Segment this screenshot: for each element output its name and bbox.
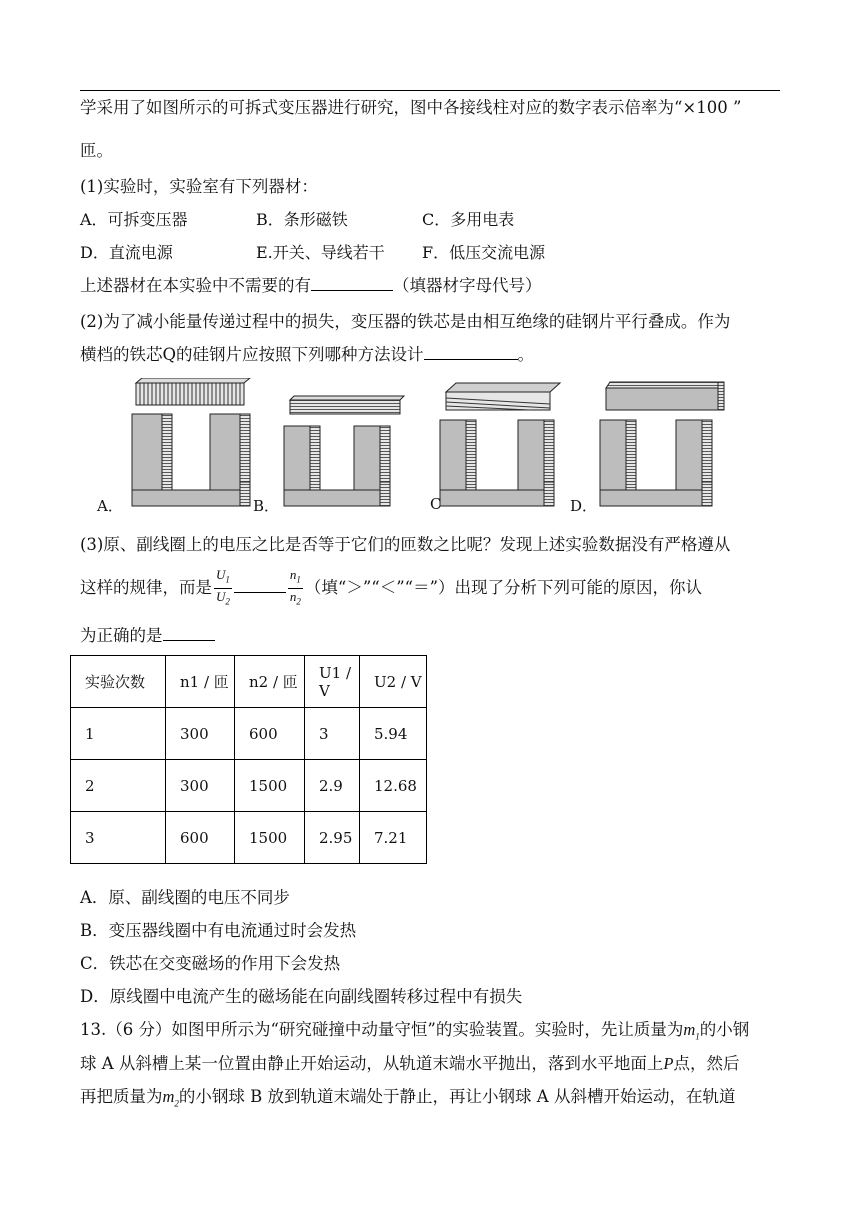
- q3-answer-blank[interactable]: [163, 640, 215, 641]
- figure-label-b: B．: [253, 497, 280, 515]
- table-cell: 300: [166, 760, 235, 812]
- table-cell: 12.68: [360, 760, 427, 812]
- q3-text-c: 为正确的是: [80, 626, 163, 645]
- table-cell: 7.21: [360, 812, 427, 864]
- data-table: [70, 655, 427, 864]
- table-header: U2 / V: [360, 656, 427, 708]
- core-d: [600, 382, 724, 506]
- q13-line-1: [80, 1019, 749, 1047]
- table-cell: 600: [235, 708, 305, 760]
- q3-text-b: （填“＞”“＜”“＝”）出现了分析下列可能的原因，你认: [304, 578, 703, 597]
- table-cell: 2.95: [305, 812, 360, 864]
- intro-line-1: 学采用了如图所示的可拆式变压器进行研究，图中各接线柱对应的数字表示倍率为“×100 ”: [80, 98, 742, 117]
- q1-options-row-2: [80, 242, 545, 264]
- header-rule: [80, 90, 780, 91]
- core-c: [440, 383, 560, 506]
- q13-text: 的小钢球 B 放到轨道末端处于静止，再让小钢球 A 从斜槽开始运动，在轨道: [178, 1087, 736, 1106]
- table-cell: 1500: [235, 812, 305, 864]
- intro-line-2: 匝。: [80, 141, 113, 160]
- q13-text: 再把质量为: [80, 1087, 163, 1106]
- table-header: 实验次数: [71, 656, 166, 708]
- table-cell: 3: [71, 812, 166, 864]
- option-f: F．低压交流电源: [422, 243, 546, 262]
- figure-label-d: D．: [570, 497, 598, 515]
- q2-answer-blank[interactable]: [424, 359, 518, 360]
- symbol-m1: $m_1$: [683, 1020, 700, 1042]
- q3-choice-b: B．变压器线圈中有电流通过时会发热: [80, 921, 357, 940]
- q1-stem: (1)实验时，实验室有下列器材：: [80, 177, 318, 196]
- q1-ask: [80, 275, 542, 297]
- option-b: B．条形磁铁: [256, 210, 348, 229]
- voltage-ratio: $\frac{U_1}{U_2}$: [216, 567, 230, 607]
- table-header: n2 / 匝: [235, 656, 305, 708]
- q3-compare-blank[interactable]: [234, 592, 286, 593]
- q13-text: 13.（6 分）如图甲所示为“研究碰撞中动量守恒”的实验装置。实验时，先让质量为: [80, 1020, 684, 1039]
- q3-choice-c: C．铁芯在交变磁场的作用下会发热: [80, 954, 341, 973]
- table-header: n1 / 匝: [166, 656, 235, 708]
- option-a: A．可拆变压器: [80, 210, 188, 229]
- q1-ask-text: 上述器材在本实验中不需要的有: [80, 276, 311, 295]
- option-d: D．直流电源: [80, 243, 173, 262]
- turns-ratio: $\frac{n_1}{n_2}$: [289, 567, 301, 607]
- table-header: U1 / V: [305, 656, 360, 708]
- table-cell: 5.94: [360, 708, 427, 760]
- table-header-row: [71, 656, 427, 708]
- q1-ask-hint: （填器材字母代号）: [393, 276, 542, 295]
- option-e: E.开关、导线若干: [256, 243, 385, 262]
- figure-label-a: A．: [97, 497, 123, 515]
- table-cell: 1500: [235, 760, 305, 812]
- q1-answer-blank[interactable]: [311, 290, 393, 291]
- table-cell: 300: [166, 708, 235, 760]
- q13-line-2: [80, 1053, 740, 1075]
- q2-period: 。: [517, 345, 535, 364]
- core-b: [284, 396, 404, 506]
- q3-choice-d: D．原线圈中电流产生的磁场能在向副线圈转移过程中有损失: [80, 987, 523, 1006]
- symbol-m2: $m_2$: [162, 1087, 179, 1109]
- q2-line-1: (2)为了减小能量传递过程中的损失，变压器的铁芯是由相互绝缘的硅钢片平行叠成。作为: [80, 312, 731, 331]
- q3-line-2: [80, 566, 702, 610]
- table-cell: 3: [305, 708, 360, 760]
- q1-options-row-1: [80, 209, 514, 231]
- core-a: [132, 378, 250, 506]
- q2-line-2: [80, 344, 534, 366]
- table-cell: 600: [166, 812, 235, 864]
- table-cell: 1: [71, 708, 166, 760]
- table-row: [71, 760, 427, 812]
- q13-line-3: [80, 1086, 735, 1114]
- q3-line-3: [80, 625, 215, 647]
- table-cell: 2.9: [305, 760, 360, 812]
- q3-text-a: 这样的规律，而是: [80, 578, 212, 597]
- table-row: [71, 812, 427, 864]
- option-c: C．多用电表: [422, 210, 515, 229]
- q13-text: 球 A 从斜槽上某一位置由静止开始运动，从轨道末端水平抛出，落到水平地面上: [80, 1054, 664, 1073]
- iron-core-figures: [90, 378, 730, 513]
- q2-text: 横档的铁芯Q的硅钢片应按照下列哪种方法设计: [80, 345, 424, 364]
- q3-choice-a: A．原、副线圈的电压不同步: [80, 888, 290, 907]
- q13-text: 的小钢: [699, 1020, 750, 1039]
- table-row: [71, 708, 427, 760]
- symbol-p: P: [663, 1054, 674, 1073]
- q3-line-1: (3)原、副线圈上的电压之比是否等于它们的匝数之比呢？发现上述实验数据没有严格遵从: [80, 535, 731, 554]
- q13-text: 点，然后: [673, 1054, 740, 1073]
- table-cell: 2: [71, 760, 166, 812]
- figure-label-c: C: [430, 495, 442, 513]
